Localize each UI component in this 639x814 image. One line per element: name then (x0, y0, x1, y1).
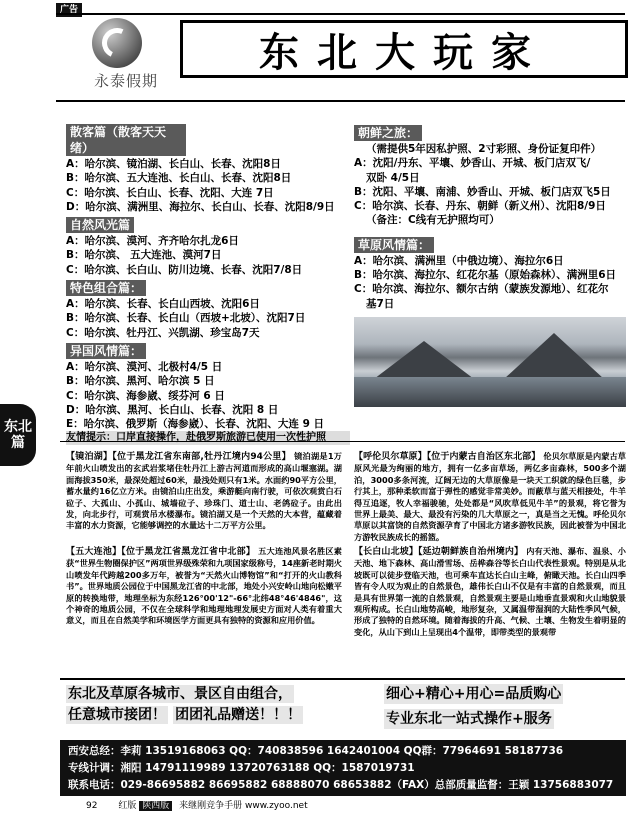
promo-left (66, 683, 342, 725)
route-line: C：哈尔滨、海拉尔、额尔古纳（蒙族发源地）、红花尔 (354, 283, 609, 296)
article-jingpo-lake (66, 451, 342, 532)
route-line: C：哈尔滨、海参崴、绥芬河 6 日 (66, 389, 225, 402)
logo-text: 永泰假期 (93, 72, 158, 90)
route-line: A：哈尔滨、漠河、齐齐哈尔扎龙6日 (66, 235, 239, 248)
route-line: A：哈尔滨、漠河、北极村4/5 日 (66, 360, 223, 373)
friendly-tip: 友情提示：口岸直接操作，赴俄罗斯旅游已使用一次性护照 (66, 431, 350, 445)
mid-rule (60, 441, 625, 442)
section-title: 自然风光篇 (66, 217, 134, 233)
route-line: A：哈尔滨、镜泊湖、长白山、长春、沈阳8日 (66, 158, 281, 170)
route-line: C：哈尔滨、长白山、长春、沈阳、大连 7日 (66, 186, 274, 199)
top-rule (56, 13, 625, 15)
article-changbaishan (354, 546, 626, 638)
route-line: E：哈尔滨、俄罗斯（海参崴）、长春、沈阳、大连 9 日 (66, 418, 325, 431)
contact-line-manager: 西安总经：李莉 13519168063 QQ：740838596 1642401004 QQ群：77964691 58187736 (68, 745, 564, 757)
mountain-shape (504, 333, 604, 379)
article-body: 五大连池风景名胜区素获“世界生物圈保护区”两项世界级殊荣和九项国家级称号，14座新老时期火山喷发年代跨越200多万年，被誉为“天然火山博物馆”和“打开的火山教科书”。世界地质公园位于中国黑龙江省的中北部，地处小兴安岭山地向松嫩平原的转换地带，地理坐标为东经126°00'12"-66°北纬48°46'4846"，这个神奇的地质公园，不仅在全球科学和地理地理发展史方面对人类有着重大意义，而且在自然美学和环境医学方面更具有独特的资源和应用价值。 (66, 546, 342, 626)
route-line: B：哈尔滨、长春、长白山（西坡+北坡）、沈阳7日 (66, 312, 306, 325)
side-tab-line2: 篇 (11, 435, 25, 451)
route-note: （需提供5年因私护照、2寸彩照、身份证复印件） (366, 143, 602, 155)
route-note: （备注：C线有无护照均可） (366, 214, 500, 227)
bottom-rule (60, 678, 625, 680)
header-rule (56, 100, 625, 102)
footer-brand: 红版 (118, 801, 137, 811)
article-body: 镜泊湖是1万年前火山喷发出的玄武岩浆堵住牡丹江上游古河道而形成的高山堰塞湖。湖面海拔350米，最深处超过60米，最浅处则只有1米。水面约90平方公里，蓄水量约16亿立方米。由镜泊山庄出发，乘游艇向南行驶，可依次观赏白石砬子、大孤山、小孤山、城墙砬子、珍珠门、道士山、老鸽砬子。由此出发，向北步行，可观赏吊水楼瀑布。镜泊湖又是一个天然的大本营，蕴藏着丰富的水力资源，它能够调控的水量达十二万平方公里。 (66, 451, 342, 531)
section-title: 异国风情篇： (66, 343, 146, 359)
contact-line-dispatcher: 专线计调：湘阳 14791119989 13720763188 QQ：1587019731 (68, 762, 415, 774)
side-tab-line1: 东北 (4, 419, 32, 435)
lake-shape (354, 377, 626, 407)
section-title: 朝鲜之旅： (354, 125, 422, 141)
article-wudalianchi (66, 546, 342, 627)
promo-right (384, 683, 624, 733)
section-sanke (66, 124, 350, 214)
page-number: 92 (86, 801, 98, 811)
promo-line: 任意城市接团！ (68, 707, 166, 723)
section-korea (354, 122, 626, 228)
route-line: D：哈尔滨、黑河、长白山、长春、沈阳 8 日 (66, 403, 279, 416)
promo-line: 东北及草原各城市、景区自由组合， (68, 686, 292, 702)
route-line: B：哈尔滨、 五大连池、漠河7日 (66, 249, 222, 262)
article-hulunbuir (354, 451, 626, 543)
route-line: B：哈尔滨、海拉尔、红花尔基（原始森林）、满洲里6日 (354, 269, 617, 282)
route-line: B：哈尔滨、五大连池、长白山、长春、沈阳8日 (66, 172, 292, 185)
section-title: 草原风情篇： (354, 237, 434, 253)
mountain-shape (374, 341, 474, 379)
route-line: D：哈尔滨、满洲里、海拉尔、长白山、长春、沈阳8/9日 (66, 200, 335, 213)
article-title: 【镜泊湖】【位于黑龙江省东南部,牡丹江境内94公里】 (66, 452, 291, 462)
promo-slogan: 细心+精心+用心=品质购心 (386, 686, 562, 702)
route-line: C：哈尔滨、长春、丹东、朝鲜（新义州）、沈阳8/9日 (354, 200, 606, 213)
left-itinerary-column (66, 122, 350, 445)
banner-title: 东北大玩家 (259, 28, 549, 76)
route-line: B：沈阳、平壤、南浦、妙香山、开城、板门店双飞5日 (354, 185, 611, 198)
contact-box (60, 740, 626, 796)
article-title: 【呼伦贝尔草原】【位于内蒙古自治区东北部】 (354, 452, 541, 462)
route-line: B：哈尔滨、黑河、哈尔滨 5 日 (66, 375, 215, 388)
page-footer (86, 800, 308, 812)
route-line: A：哈尔滨、长春、长白山西坡、沈阳6日 (66, 298, 260, 311)
footer-slogan: 来继刚竞争手册 www.zyoo.net (179, 801, 308, 811)
scenery-photo (354, 317, 626, 407)
route-line: 双卧 4/5日 (366, 171, 420, 184)
contact-line-phone: 联系电话：029-86695882 86695882 68888070 68653882（FAX）总部质量监督：王颖 13756883077 (68, 779, 614, 791)
company-logo (78, 18, 174, 96)
route-line: 基7日 (366, 297, 395, 310)
article-title: 【五大连池】【位于黑龙江省黑龙江省中北部】 (66, 547, 256, 557)
article-body: 伦贝尔草原是内蒙古草原风光最为绚丽的地方，拥有一亿多亩草场，两亿多亩森林，500多个湖泊，3000多条河流，辽阔无边的大草原像是一块天工织就的绿色巨毯，步行其上，那种柔软而富于弹性的感觉非常美妙。而蔽草与蓝天相接处，牛羊得互追逐，牧人幸福骏驰，处处都是“风吹草低见牛羊”的景观，将它誉为世界上最美、最大、最没有污染的几大草原之一，真是当之无愧。呼伦贝尔草原以其富饶的自然资源孕育了中国北方诸多游牧民族，因此被誉为中国北方游牧民族成长的摇篮。 (354, 451, 626, 542)
footer-edition-badge: 陕西版 (139, 801, 172, 811)
right-itinerary-column (354, 122, 626, 407)
section-title: 特色组合篇： (66, 280, 146, 296)
banner (180, 20, 628, 78)
section-title: 散客篇（散客天天绪） (66, 124, 186, 156)
ad-tag: 广告 (56, 3, 82, 17)
route-line: C：哈尔滨、长白山、防川边境、长春、沈阳7/8日 (66, 263, 303, 276)
section-nature (66, 214, 350, 277)
promo-line: 团团礼品赠送！！！ (175, 707, 302, 723)
route-line: C：哈尔滨、牡丹江、兴凯湖、珍宝岛7天 (66, 326, 260, 339)
route-line: A：哈尔滨、满洲里（中俄边境）、海拉尔6日 (354, 254, 564, 267)
promo-slogan: 专业东北一站式操作+服务 (386, 711, 552, 727)
route-line: A：沈阳/丹东、平壤、妙香山、开城、板门店双飞/ (354, 157, 591, 170)
article-body: 内有天池、瀑布、温泉、小天池、地下森林、高山滑雪场、岳桦森谷等长白山代表性景观。特别是从北坡既可以徒步登临天池，也可乘车直达长白山主峰，俯瞰天池。长白山四季皆有令人叹为观止的自然景色，雄伟长白山不仅是有丰富的自然景观，而且是具有世界第一流的自然景观，自然景观主要是山地垂直景观和火山地貌景观所构成。长白山地势高峻，地形复杂，又属温带湿润的大陆性季风气候，形成了独特的自然环境。随着海拔的升高、气候、土壤、生物发生着明显的变化，从山下到山上呈现出4个温带，即带类型的景观带 (354, 546, 626, 637)
side-tab (0, 404, 36, 466)
section-grassland (354, 234, 626, 311)
section-special (66, 277, 350, 340)
section-foreign (66, 340, 350, 431)
article-title: 【长白山北坡】【延边朝鲜族自治州境内】 (354, 547, 524, 557)
